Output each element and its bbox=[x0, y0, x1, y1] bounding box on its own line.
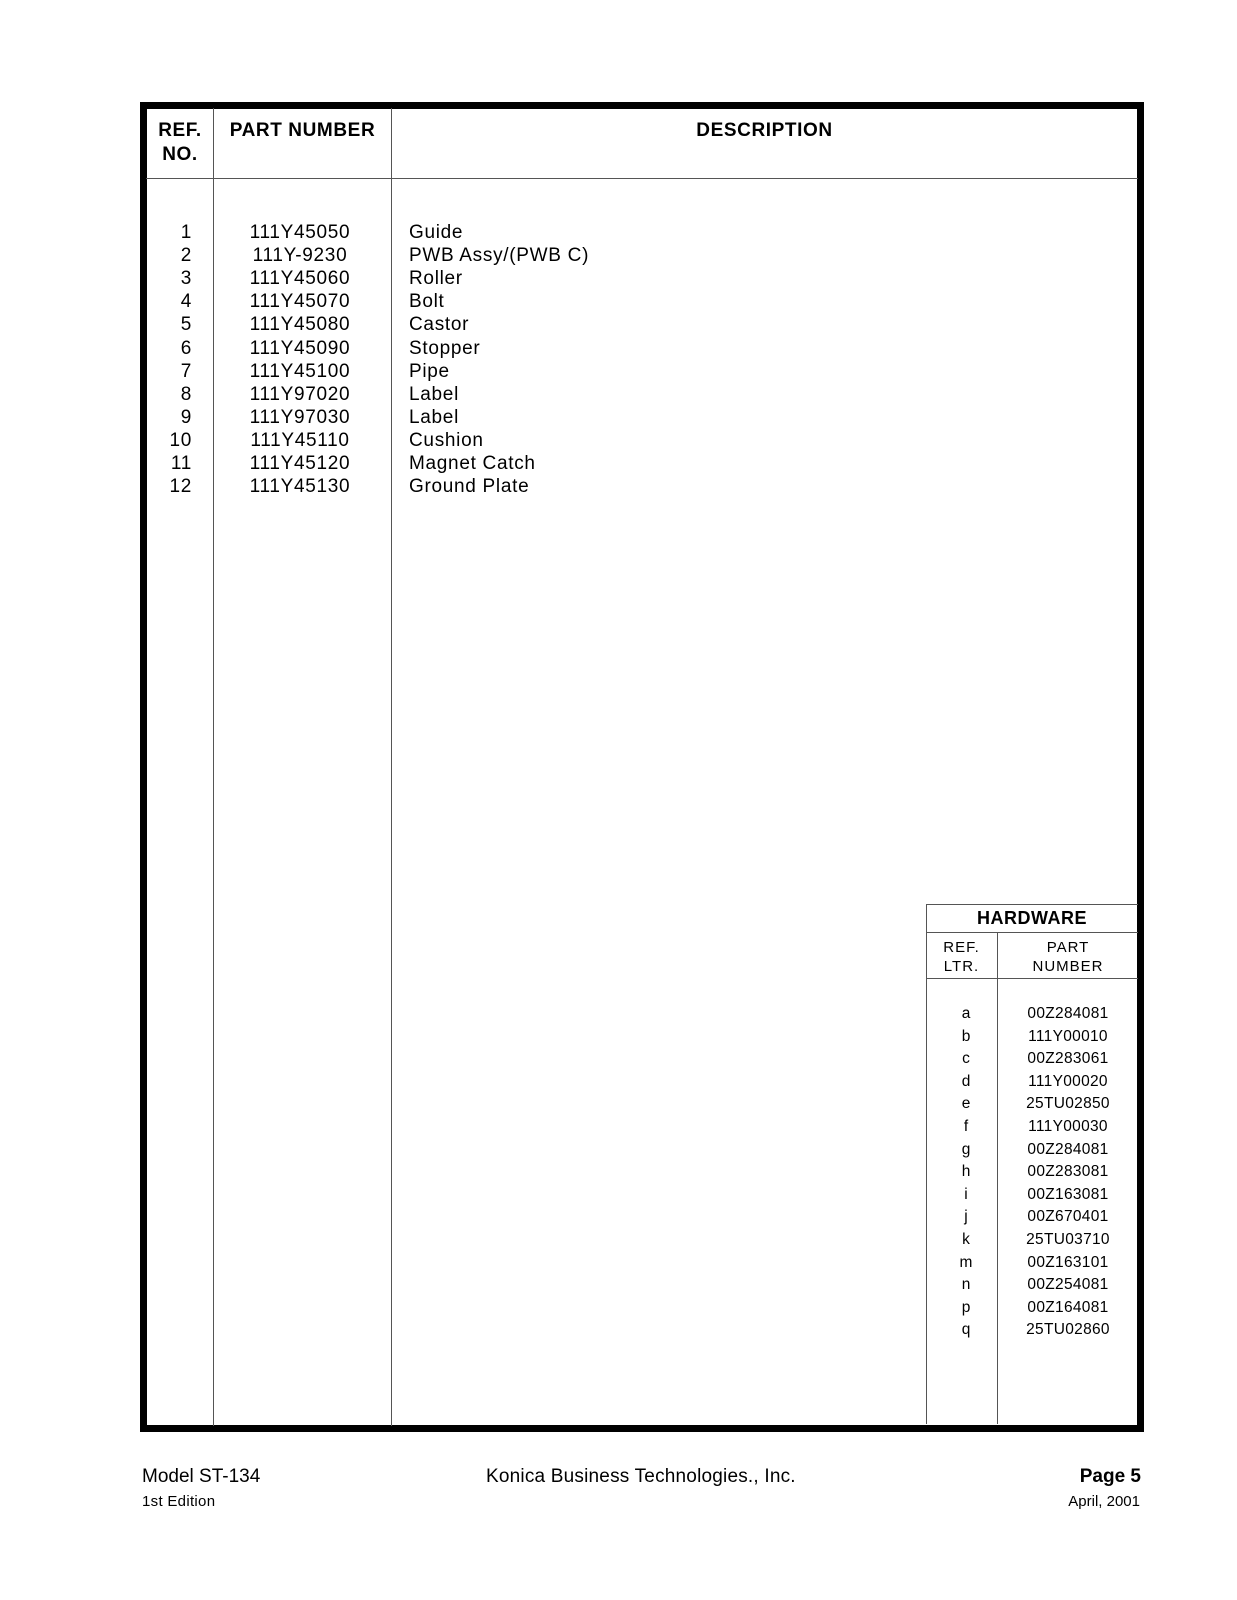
hardware-part-number: 00Z163101 bbox=[1027, 1253, 1109, 1271]
description-cell: Cushion bbox=[409, 429, 484, 451]
hardware-row bbox=[926, 1319, 1138, 1341]
description-cell: Stopper bbox=[409, 337, 481, 359]
hardware-ref-letter: f bbox=[963, 1118, 969, 1135]
hardware-part-number: 00Z254081 bbox=[1027, 1276, 1109, 1294]
hardware-row bbox=[926, 1093, 1138, 1115]
hardware-part-number: 111Y00010 bbox=[1028, 1027, 1108, 1045]
hardware-ref-letter: e bbox=[961, 1095, 971, 1113]
table-row bbox=[0, 360, 1237, 383]
hardware-box bbox=[926, 904, 1138, 1424]
description-cell: Ground Plate bbox=[409, 476, 530, 498]
header-part-number: PART NUMBER bbox=[229, 120, 376, 141]
hardware-row bbox=[926, 1003, 1138, 1025]
table-row bbox=[0, 429, 1237, 452]
hardware-ref-letter: m bbox=[959, 1253, 973, 1271]
description-cell: Roller bbox=[409, 268, 463, 290]
header-ref-line2: NO. bbox=[162, 144, 198, 165]
header-ref-line1: REF. bbox=[158, 120, 202, 141]
hardware-row bbox=[926, 1206, 1138, 1228]
hardware-row bbox=[926, 1184, 1138, 1206]
description-cell: PWB Assy/(PWB C) bbox=[409, 245, 590, 267]
hardware-part-number: 25TU03710 bbox=[1026, 1231, 1110, 1248]
hardware-ref-letter: j bbox=[964, 1208, 968, 1226]
ref-cell: 4 bbox=[180, 291, 192, 313]
table-row bbox=[0, 475, 1237, 498]
description-cell: Guide bbox=[409, 222, 464, 243]
footer-date: April, 2001 bbox=[1068, 1493, 1140, 1510]
hardware-ref-line1: REF. bbox=[943, 939, 980, 956]
description-cell: Label bbox=[409, 383, 459, 405]
table-row bbox=[0, 313, 1237, 336]
hardware-part-number: 00Z164081 bbox=[1027, 1298, 1109, 1316]
hardware-part-number: 25TU02860 bbox=[1026, 1321, 1110, 1339]
hardware-part-number: 111Y00020 bbox=[1028, 1072, 1108, 1090]
hardware-part-number: 25TU02850 bbox=[1026, 1095, 1110, 1113]
ref-cell: 11 bbox=[170, 453, 192, 474]
description-cell: Bolt bbox=[409, 291, 445, 313]
table-row bbox=[0, 244, 1237, 267]
part-number-cell: 111Y45120 bbox=[249, 453, 351, 474]
description-cell: Castor bbox=[409, 314, 470, 336]
hardware-part-number: 00Z284081 bbox=[1027, 1005, 1109, 1022]
hardware-part-number: 00Z163081 bbox=[1027, 1185, 1109, 1203]
ref-cell: 1 bbox=[180, 222, 192, 243]
part-number-cell: 111Y97020 bbox=[249, 383, 351, 405]
hardware-part-number: 111Y00030 bbox=[1028, 1118, 1108, 1135]
description-cell: Label bbox=[409, 406, 459, 428]
ref-cell: 10 bbox=[169, 429, 192, 451]
ref-cell: 12 bbox=[169, 476, 192, 498]
table-row bbox=[0, 267, 1237, 290]
footer-page: Page 5 bbox=[1079, 1466, 1141, 1487]
hardware-ref-letter: b bbox=[961, 1027, 971, 1045]
hardware-ref-letter: c bbox=[962, 1050, 970, 1068]
hardware-row bbox=[926, 1071, 1138, 1093]
ref-cell: 8 bbox=[180, 383, 192, 405]
table-row bbox=[0, 452, 1237, 475]
table-row bbox=[0, 383, 1237, 406]
description-cell: Magnet Catch bbox=[409, 453, 536, 474]
hardware-title: HARDWARE bbox=[977, 908, 1087, 928]
hardware-ref-letter: n bbox=[961, 1276, 971, 1294]
hardware-ref-ltr-header bbox=[926, 938, 997, 976]
part-number-cell: 111Y97030 bbox=[249, 406, 351, 428]
hardware-row bbox=[926, 1229, 1138, 1251]
part-number-cell: 111Y45100 bbox=[249, 360, 351, 382]
hardware-part-number: 00Z283081 bbox=[1027, 1163, 1109, 1181]
hardware-row bbox=[926, 1252, 1138, 1274]
part-number-cell: 111Y-9230 bbox=[252, 245, 348, 267]
ref-cell: 7 bbox=[180, 360, 192, 382]
hardware-ref-letter: p bbox=[961, 1298, 971, 1316]
part-number-cell: 111Y45110 bbox=[250, 429, 350, 451]
table-row bbox=[0, 290, 1237, 313]
hardware-part-line2: NUMBER bbox=[1032, 958, 1104, 975]
table-row bbox=[0, 221, 1237, 244]
footer-edition: 1st Edition bbox=[142, 1493, 216, 1510]
hardware-ref-letter: g bbox=[961, 1140, 971, 1158]
part-number-cell: 111Y45090 bbox=[249, 337, 351, 359]
hardware-part-number: 00Z670401 bbox=[1027, 1208, 1109, 1226]
ref-cell: 9 bbox=[180, 406, 192, 428]
ref-cell: 3 bbox=[180, 268, 192, 290]
hardware-row bbox=[926, 1161, 1138, 1183]
ref-cell: 2 bbox=[180, 245, 192, 267]
hardware-ref-letter: q bbox=[961, 1321, 971, 1339]
hardware-ref-letter: a bbox=[961, 1005, 971, 1022]
hardware-row bbox=[926, 1297, 1138, 1319]
hardware-ref-letter: d bbox=[961, 1072, 971, 1090]
hardware-part-number: 00Z284081 bbox=[1027, 1140, 1109, 1158]
part-number-cell: 111Y45070 bbox=[249, 291, 351, 313]
hardware-row bbox=[926, 1026, 1138, 1048]
hardware-row bbox=[926, 1116, 1138, 1138]
hardware-part-number-header bbox=[998, 938, 1138, 976]
hardware-row bbox=[926, 1274, 1138, 1296]
hardware-ref-letter: i bbox=[964, 1185, 968, 1203]
hardware-header-divider bbox=[926, 978, 1138, 979]
part-number-cell: 111Y45080 bbox=[249, 314, 351, 336]
table-row bbox=[0, 337, 1237, 360]
hardware-row bbox=[926, 1048, 1138, 1070]
hardware-ref-letter: h bbox=[961, 1163, 971, 1181]
part-number-cell: 111Y45130 bbox=[249, 476, 351, 498]
footer-model: Model ST-134 bbox=[142, 1466, 261, 1487]
hardware-part-line1: PART bbox=[1046, 939, 1090, 956]
hardware-ref-line2: LTR. bbox=[943, 958, 980, 975]
hardware-title-divider bbox=[926, 932, 1138, 933]
ref-cell: 6 bbox=[180, 337, 192, 359]
ref-cell: 5 bbox=[180, 314, 192, 336]
hardware-ref-letter: k bbox=[962, 1231, 970, 1248]
footer-company: Konica Business Technologies., Inc. bbox=[486, 1466, 796, 1487]
part-number-cell: 111Y45060 bbox=[249, 268, 351, 290]
hardware-row bbox=[926, 1139, 1138, 1161]
part-number-cell: 111Y45050 bbox=[249, 222, 351, 243]
table-row bbox=[0, 406, 1237, 429]
hardware-part-number: 00Z283061 bbox=[1027, 1050, 1109, 1068]
header-description: DESCRIPTION bbox=[696, 120, 833, 141]
description-cell: Pipe bbox=[409, 360, 450, 382]
